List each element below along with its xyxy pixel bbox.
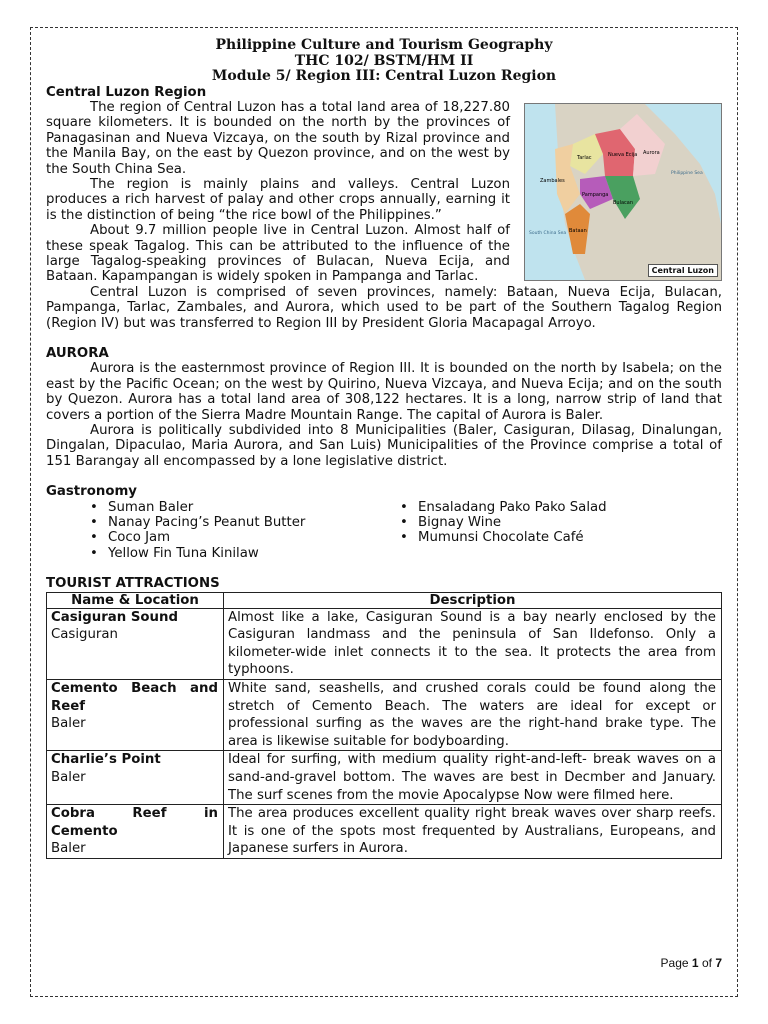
attraction-name: Charlie’s Point (51, 752, 161, 768)
list-item: • Suman Baler (90, 500, 384, 515)
gastronomy-list (46, 500, 722, 562)
doc-module: Module 5/ Region III: Central Luzon Region (211, 68, 557, 84)
column-header-description: Description (224, 592, 722, 608)
intro-paragraph-3: About 9.7 million people live in Central Luzon. Almost half of these speak Tagalog. This can be attributed to the influence of the large Tagalog-speaking provinces of Bulacan, Nueva Ecija, and Bataan. Kapampangan is widely spoken in Pampanga and Tarlac. (46, 223, 510, 285)
list-item: • Mumunsi Chocolate Café (400, 530, 722, 545)
attraction-name-cell (47, 680, 224, 751)
intro-paragraph-4: Central Luzon is comprised of seven provinces, namely: Bataan, Nueva Ecija, Bulacan, Pampanga, Tarlac, Zambales, and Aurora, which used to be part of the Southern Tagalog Region (Region IV) but was transferred to Region III by President Gloria Macapagal Arroyo. (46, 284, 722, 331)
section-heading-gastronomy: Gastronomy (46, 484, 137, 500)
label-nueva-ecija: Nueva Ecija (608, 151, 638, 158)
page-footer (661, 956, 722, 970)
attraction-location: Baler (51, 841, 86, 857)
label-aurora: Aurora (643, 149, 660, 156)
attraction-name-cell (47, 608, 224, 679)
attraction-description: Almost like a lake, Casiguran Sound is a bay nearly enclosed by the Casiguran landmass and the peninsula of San Ildefonso. Only a kilometer-wide inlet connects it to the sea. It protects the area from typhoons. (224, 608, 722, 679)
label-bulacan: Bulacan (613, 199, 634, 206)
intro-paragraph-1: The region of Central Luzon has a total land area of 18,227.80 square kilometers. It is bounded on the north by the provinces of Panagasinan and Nueva Vizcaya, on the south by Rizal province and the Manila Bay, on the east by Quezon province, and on the west by the South China Sea. (46, 99, 510, 177)
of-word: of (701, 956, 712, 970)
attraction-name-cell (47, 805, 224, 859)
attraction-name-cell (47, 751, 224, 805)
table-row (47, 608, 722, 679)
list-item: • Ensaladang Pako Pako Salad (400, 500, 722, 515)
section-heading-aurora: AURORA (46, 346, 109, 361)
section-heading-attractions: TOURIST ATTRACTIONS (46, 576, 220, 592)
page-word: Page (660, 956, 689, 970)
label-philippine-sea: Philippine Sea (671, 170, 703, 176)
attraction-description: The area produces excellent quality right break waves over sharp reefs. It is one of the spots most frequented by Australians, Europeans, and Japanese surfers in Aurora. (224, 805, 722, 859)
attraction-name: Casiguran Sound (51, 609, 178, 625)
page-number: 1 (691, 956, 699, 970)
map-graphic (525, 104, 721, 280)
doc-course: THC 102/ BSTM/HM II (294, 52, 474, 69)
gastronomy-column-1 (46, 500, 384, 562)
attraction-description: Ideal for surfing, with medium quality right-and-left- break waves on a sand-and-gravel bottom. The waves are best in Decmber and January. The surf scenes from the movie Apocalypse Now were filmed here. (224, 751, 722, 805)
label-bataan: Bataan (569, 227, 587, 234)
aurora-paragraph-1: Aurora is the easternmost province of Region III. It is bounded on the north by Isabela; on the east by the Pacific Ocean; on the west by Quirino, Nueva Vizcaya, and Nueva Ecija; and on the south by Quezon. Aurora has a total land area of 308,122 hectares. It is a long, narrow strip of land that covers a portion of the Sierra Madre Mountain Range. The capital of Aurora is Baler. (46, 361, 722, 423)
attraction-location: Baler (51, 716, 86, 732)
attraction-description: White sand, seashells, and crushed corals could be found along the stretch of Cemento Beach. The waters are ideal for except or professional surfing as the waves are the right-hand brake type. The area is likewise suitable for bodyboarding. (224, 680, 722, 751)
intro-paragraph-2: The region is mainly plains and valleys. Central Luzon produces a rich harvest of palay and other crops annually, earning it is the distinction of being “the rice bowl of the Philippines.” (46, 176, 510, 223)
label-tarlac: Tarlac (577, 154, 592, 161)
attraction-name: Cemento Beach and Reef (51, 681, 218, 714)
page-total: 7 (715, 956, 722, 970)
table-row (47, 680, 722, 751)
list-item: • Coco Jam (90, 530, 384, 545)
document-body (46, 38, 722, 859)
attraction-location: Baler (51, 770, 86, 786)
gastronomy-column-2 (384, 500, 722, 562)
doc-title: Philippine Culture and Tourism Geography (215, 37, 553, 53)
aurora-paragraph-2: Aurora is politically subdivided into 8 Municipalities (Baler, Casiguran, Dilasag, Dinalungan, Dingalan, Dipaculao, Maria Aurora, and San Luis) Municipalities of the Province comprise a total of 151 Barangay all encompassed by a lone legislative district. (46, 423, 722, 469)
map-caption: Central Luzon (648, 264, 718, 277)
table-row (47, 805, 722, 859)
attraction-name: Cobra Reef in Cemento (51, 806, 218, 839)
table-row (47, 751, 722, 805)
list-item: • Bignay Wine (400, 515, 722, 530)
label-zambales: Zambales (540, 177, 565, 184)
attractions-table (46, 592, 722, 859)
section-heading-central-luzon: Central Luzon Region (46, 84, 207, 100)
column-header-name: Name & Location (47, 592, 224, 608)
central-luzon-map (524, 103, 722, 281)
list-item: • Nanay Pacing’s Peanut Butter (90, 515, 384, 530)
table-header-row (47, 592, 722, 608)
list-item: • Yellow Fin Tuna Kinilaw (90, 546, 384, 561)
attraction-location: Casiguran (51, 627, 118, 643)
label-south-china-sea: South China Sea (529, 230, 567, 236)
label-pampanga: Pampanga (582, 191, 609, 198)
